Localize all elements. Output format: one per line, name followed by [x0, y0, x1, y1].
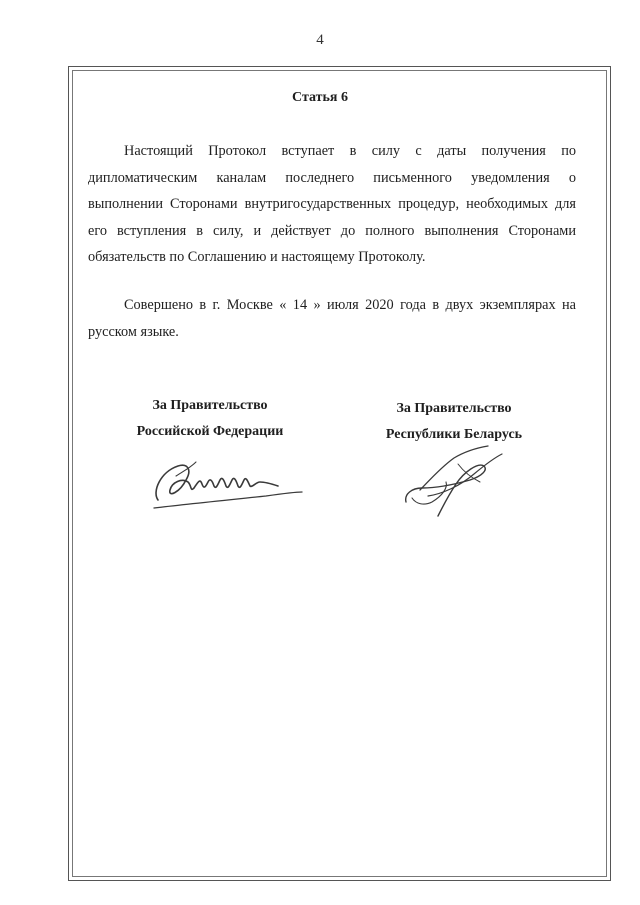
- signatory-belarus-line-2: Республики Беларусь: [385, 427, 523, 442]
- paragraph-done-at: [88, 292, 576, 345]
- paragraph-2-text: Совершено в г. Москве « 14 » июля 2020 года в двух экземплярах на русском языке.: [88, 297, 576, 340]
- signatory-russia-line-1: За Правительство: [152, 398, 268, 413]
- paragraph-entry-into-force: [88, 138, 576, 271]
- page-number: 4: [316, 32, 324, 48]
- signatory-russia-line-2: Российской Федерации: [136, 424, 284, 439]
- signatory-belarus: [354, 396, 554, 448]
- signature-belarus: [398, 444, 516, 522]
- signatory-russia: [110, 393, 310, 445]
- article-title: Статья 6: [292, 90, 348, 105]
- paragraph-1-text: Настоящий Протокол вступает в силу с даты получения по дипломатическим каналам последнего письменного уведомления о выполнении Сторонами внутригосударственных процедур, необходимых для его вступления в силу, и действует до полного выполнения Сторонами обязательств по Соглашению и настоящему Протоколу.: [88, 143, 576, 265]
- signature-russia: [148, 452, 308, 518]
- signatory-belarus-line-1: За Правительство: [396, 401, 512, 416]
